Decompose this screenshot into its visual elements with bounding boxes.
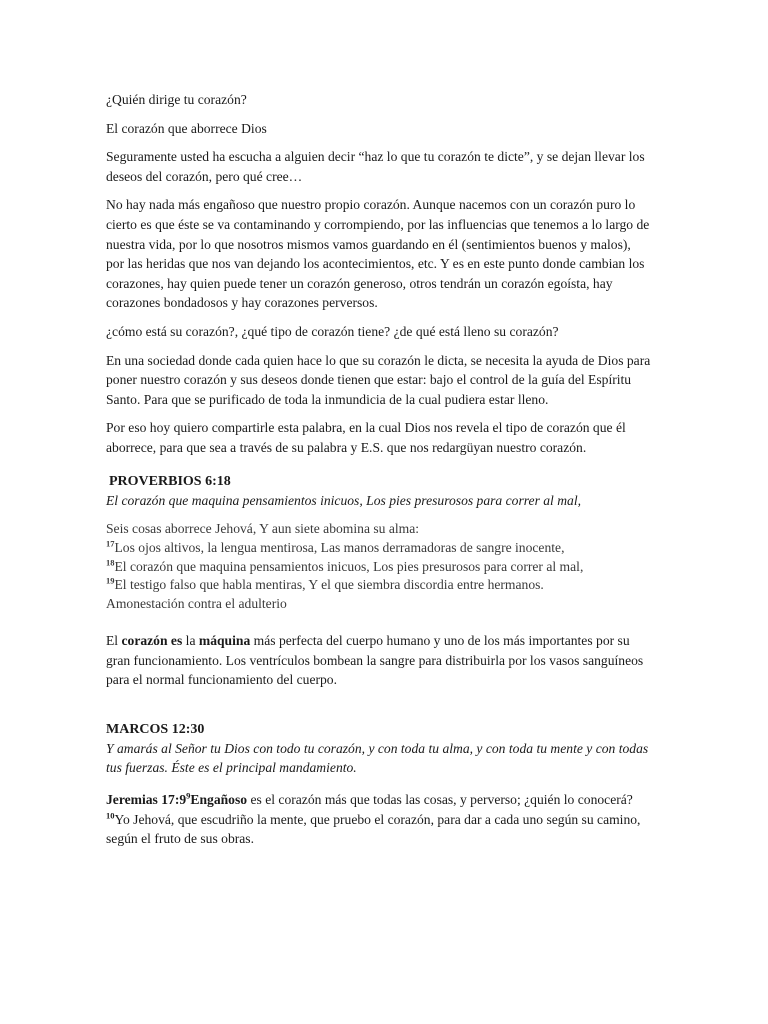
jeremias-verse-9 [106, 790, 651, 810]
paragraph-3: ¿cómo está su corazón?, ¿qué tipo de corazón tiene? ¿de qué está lleno su corazón? [106, 323, 559, 339]
verse-text: Seis cosas aborrece Jehová, Y aun siete abomina su alma: [106, 521, 420, 537]
verse-text: Los ojos altivos, la lengua mentirosa, Las manos derramadoras de sangre inocente, [114, 539, 565, 555]
verse-number: 18 [106, 557, 115, 568]
verse-text: es el corazón más que todas las cosas, y perverso; ¿quién lo conocerá? [247, 792, 633, 808]
jeremias-ref: Jeremias 17:9 [106, 792, 187, 808]
verse-number: 10 [106, 810, 115, 821]
text-run: la [182, 633, 199, 649]
verse-number: 19 [106, 575, 115, 586]
jeremias-section [106, 790, 651, 849]
text-run: El [106, 633, 122, 649]
marcos-quote: Y amarás al Señor tu Dios con todo tu corazón, y con toda tu alma, y con toda tu mente y con todas tus fuerzas. Éste es el principal mandamiento. [106, 740, 649, 776]
heart-paragraph [106, 631, 651, 690]
document-body [106, 90, 651, 849]
verse-line [106, 539, 651, 558]
verse-text: Amonestación contra el adulterio [106, 596, 287, 612]
text-run: más perfecta del cuerpo humano y uno de los más importantes por su gran funcionamiento. Los ventrículos bombean la sangre para distribuirla por los vasos sanguíneos para el normal funcionamiento del cuerpo. [106, 633, 644, 688]
bold-run: máquina [198, 633, 251, 649]
verse-text: El testigo falso que habla mentiras, Y el que siembra discordia entre hermanos. [114, 577, 544, 593]
jeremias-verse-10 [106, 810, 651, 849]
verse-line [106, 558, 651, 577]
bold-run: Engañoso [190, 792, 248, 808]
verse-number: 17 [106, 538, 115, 549]
verse-line [106, 595, 651, 614]
verse-line [106, 576, 651, 595]
marcos-section [106, 720, 651, 778]
bold-run: corazón es [121, 633, 183, 649]
paragraph-4: En una sociedad donde cada quien hace lo que su corazón le dicta, se necesita la ayuda de Dios para poner nuestro corazón y sus deseos donde tienen que estar: bajo el control de la guía del Espíritu Santo. Para que se purificado de toda la inmundicia de la cual pudiera estar lleno. [106, 352, 651, 407]
proverbios-heading: PROVERBIOS 6:18 [109, 473, 231, 489]
proverbios-verses [106, 520, 651, 614]
document-title: ¿Quién dirige tu corazón? [106, 92, 247, 107]
verse-text: El corazón que maquina pensamientos inicuos, Los pies presurosos para correr al mal, [114, 558, 584, 574]
paragraph-5: Por eso hoy quiero compartirle esta palabra, en la cual Dios nos revela el tipo de corazón que él aborrece, para que sea a través de su palabra y E.S. que nos redargüyan nuestro corazón. [106, 420, 626, 455]
proverbios-quote: El corazón que maquina pensamientos inicuos, Los pies presurosos para correr al mal, [106, 492, 582, 508]
marcos-heading: MARCOS 12:30 [106, 721, 205, 737]
paragraph-2: No hay nada más engañoso que nuestro propio corazón. Aunque nacemos con un corazón puro lo cierto es que éste se va contaminando y corrompiendo, por las influencias que tenemos a lo largo de nuestra vida, por lo que nosotros mismos vamos guardando en él (sentimientos buenos y malos), por las heridas que nos van dejando los acontecimientos, etc. Y es en este punto donde cambian los corazones, hay quien puede tener un corazón generoso, otros tendrán un corazón egoísta, hay corazones bondadosos y hay corazones perversos. [106, 197, 650, 311]
paragraph-1: Seguramente usted ha escucha a alguien decir “haz lo que tu corazón te dicte”, y se dejan llevar los deseos del corazón, pero qué cree… [106, 149, 645, 184]
verse-text: Yo Jehová, que escudriño la mente, que pruebo el corazón, para dar a cada uno según su camino, según el fruto de sus obras. [106, 811, 641, 847]
proverbios-section [106, 472, 651, 615]
document-subtitle: El corazón que aborrece Dios [106, 120, 267, 136]
verse-number: 9 [186, 790, 191, 801]
verse-line [106, 520, 651, 539]
